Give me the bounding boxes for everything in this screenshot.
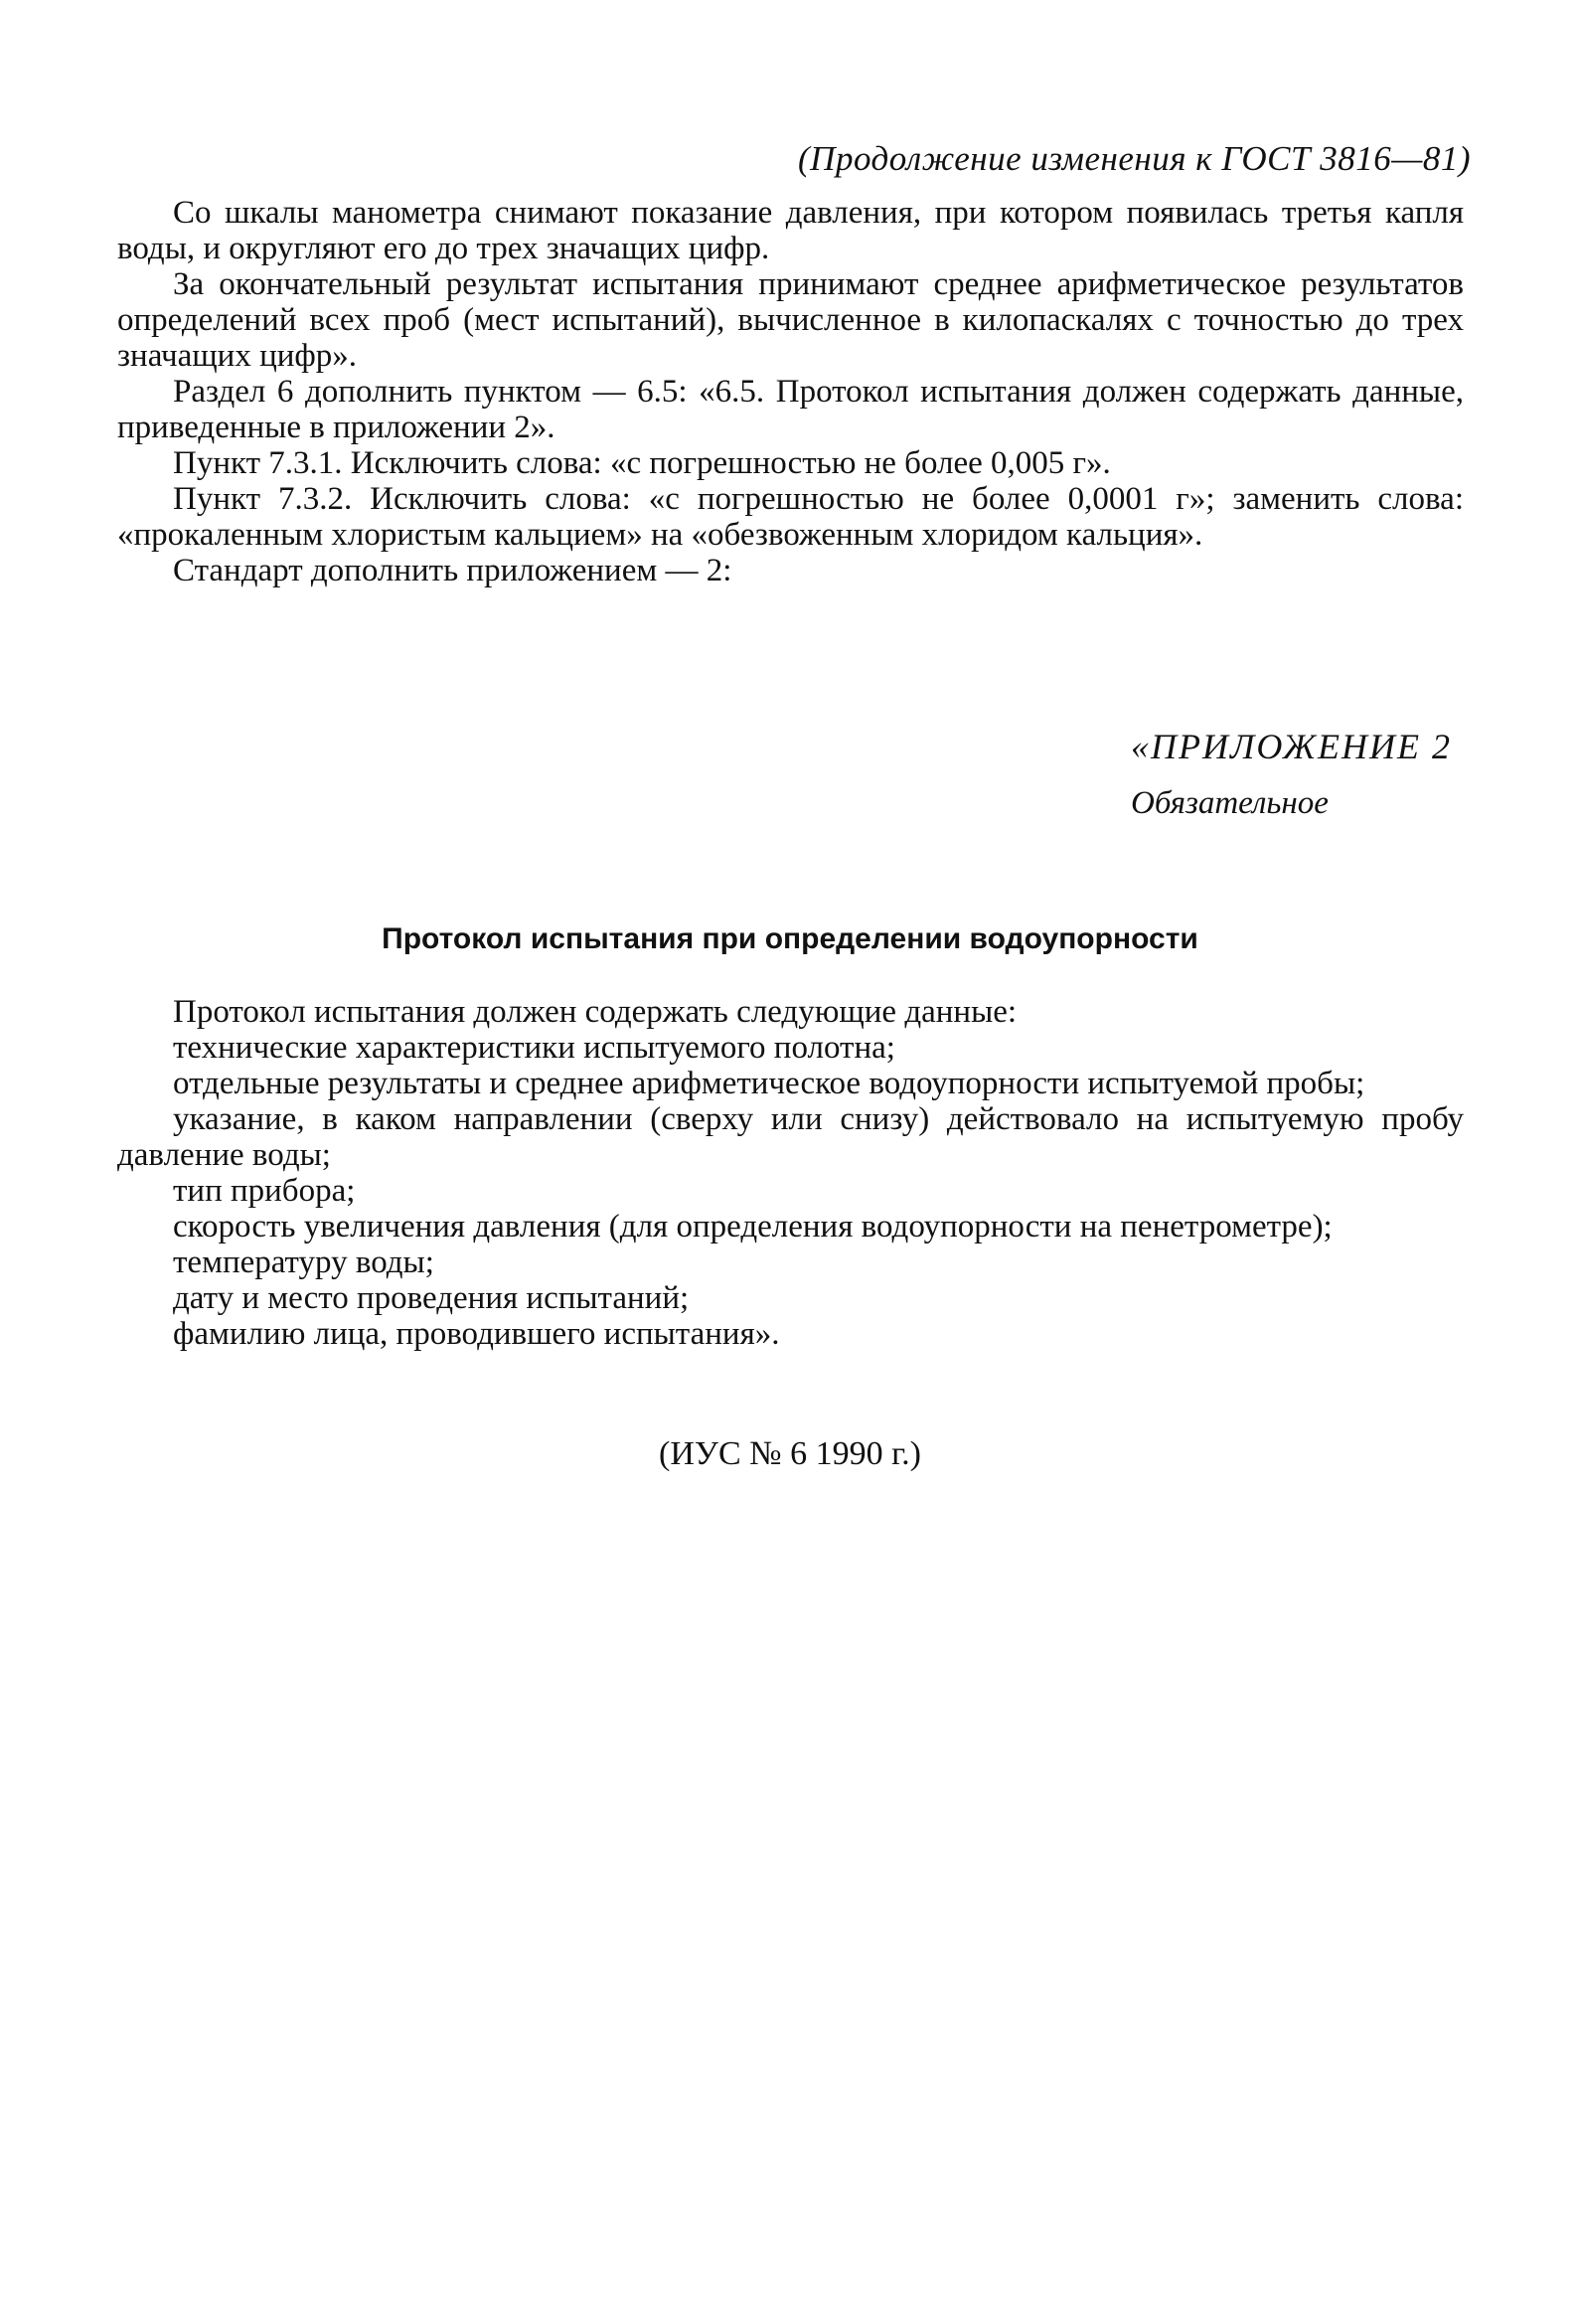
- list-item: дату и место проведения испытаний;: [173, 1280, 690, 1316]
- appendix-heading: Протокол испытания при определении водоупорности: [382, 922, 1198, 955]
- list-item: технические характеристики испытуемого полотна;: [173, 1030, 895, 1066]
- list-item: Протокол испытания должен содержать следующие данные:: [173, 994, 1018, 1030]
- continuation-header: (Продолжение изменения к ГОСТ 3816—81): [798, 139, 1471, 178]
- appendix-title: «ПРИЛОЖЕНИЕ 2: [1131, 727, 1452, 766]
- paragraph: Пункт 7.3.1. Исключить слова: «с погрешностью не более 0,005 г».: [173, 445, 1111, 481]
- appendix-subtitle: Обязательное: [1131, 785, 1329, 821]
- amendment-body: [117, 195, 1464, 588]
- list-item: фамилию лица, проводившего испытания».: [173, 1316, 780, 1352]
- paragraph: За окончательный результат испытания принимают среднее арифметическое результатов определений всех проб (мест испытаний), вычисленное в килопаскалях с точностью до трех значащих цифр».: [117, 266, 1464, 374]
- paragraph: Со шкалы манометра снимают показание давления, при котором появилась третья капля воды, и округляют его до трех значащих цифр.: [117, 195, 1464, 266]
- list-item: тип прибора;: [173, 1173, 356, 1209]
- list-item: скорость увеличения давления (для определения водоупорности на пенетрометре);: [173, 1209, 1333, 1245]
- paragraph: Пункт 7.3.2. Исключить слова: «с погрешностью не более 0,0001 г»; заменить слова: «прокаленным хлористым кальцием» на «обезвоженным хлоридом кальция».: [117, 481, 1464, 553]
- paragraph: Раздел 6 дополнить пунктом — 6.5: «6.5. Протокол испытания должен содержать данные, приведенные в приложении 2».: [117, 374, 1464, 445]
- publication-reference: (ИУС № 6 1990 г.): [659, 1435, 921, 1472]
- list-item: температуру воды;: [173, 1245, 434, 1280]
- appendix-list: [117, 994, 1464, 1352]
- paragraph: Стандарт дополнить приложением — 2:: [173, 553, 732, 588]
- list-item: указание, в каком направлении (сверху или снизу) действовало на испытуемую пробу давление воды;: [117, 1101, 1464, 1173]
- list-item: отдельные результаты и среднее арифметическое водоупорности испытуемой пробы;: [173, 1066, 1365, 1101]
